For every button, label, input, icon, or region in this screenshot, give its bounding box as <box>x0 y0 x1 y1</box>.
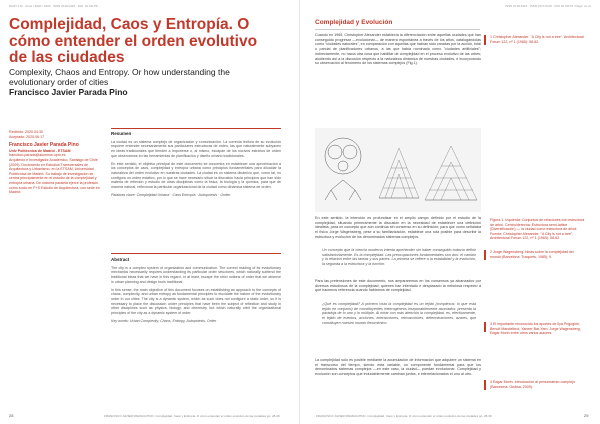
body-paragraph: Para las pretensiones de este documento, nos ampararemos en los consensos ya alcanzados por diversos estudiosos de la complejidad; quienes han intentado e desplazado la nebulosa respecto a qué hacemos referencia cuando hablamos de complejidad. <box>315 279 481 293</box>
body-paragraph: La complejidad sólo es posible mediante la acumulación de información que adquiere un sistema en el transcurso del tiempo, siendo esta variable, un componente fundamental para que los denominados sistemas complejos —en este caso, la ciudad— puedan evolucionar. Complejidad y evolución son conceptos que indudablemente caminan juntos, e interrelacionados el uno al otro. <box>315 358 481 377</box>
page-footer: FRANCISCO JAVIER PARADA PINO. Complejidad, Caos y Entropía. O cómo entender el orden evolutivo de las ciudades pp. 28-39 <box>104 414 280 418</box>
palabras-clave: Palabras clave: Complejidad Urbana · Caos Entropía · Autopoiesis · Orden <box>111 192 231 197</box>
english-subtitle: Complexity, Chaos and Entropy. Or how understanding the evolutionary order of cities <box>9 67 230 87</box>
resumen-paragraph: La ciudad es un sistema complejo de organización y comunicación. La correcta lectura de su evolución requiere entender necesariamente sus particulares estructuras de orden, las que naturalmente subyacen en ideas tradicionales que tienden a imponerse o, al mismo, escapan de los nocivos estrictos de orden que observamos en las herramientas de planificación y diseño urbano tradicionales. <box>111 139 281 158</box>
body-paragraph: Cuando en 1965, Christopher Alexander establecía la diferenciación entre aquellas ciudades que han conseguido progresar —evolucionar— de manera espontánea a través de los años, catalogándolas como "ciudades naturales", en comparación con aquellas que habían sido creadas por la acción, total o parcial de planificadores urbanos, a las que había nominado como "ciudades artificiales"; indirectamente, no hacía otra cosa que habilitar de complejidad en el proceso evolutivo de las urbes; aludiendo así a la discusión respecto a la naturaleza dinámica de nuestras ciudades, e incorporando su observación al fenómeno de los sistemas complejos (Fig.1). <box>315 33 481 66</box>
figure-1-diagram <box>315 128 481 212</box>
footnote: 3 El importante reconocido los aportes de Ilya Prigogine, Benoît Mandelbrot, Yaneer Bar-Yam, Jorge Wagensberg, Edgar Morin entre otros varios autores. <box>490 322 585 336</box>
page-footer: FRANCISCO JAVIER PARADA PINO. Complejidad, Caos y Entropía. O cómo entender el orden evolutivo de las ciudades pp. 28-39 <box>316 414 492 418</box>
page-number: 29 <box>584 413 589 418</box>
footnote-marker <box>484 35 486 45</box>
abstract-paragraph: The city is a complex system of organization and communication. The correct reading of its evolutionary mechanics necessarily requires understanding its particular order structures, which naturally subtend the traditional ideas that we have in this regard, or at least, escape the strict notions of order that we observe in urban planning and design tools traditional. <box>111 265 281 284</box>
dates <box>9 130 103 139</box>
footnote: 2 Jorge Wagensberg. Ideas sobre la complejidad del mundo (Barcelona: Tusquets, 1985), 9. <box>490 250 585 259</box>
received-date: Recibido: 2020.04.30 <box>9 130 43 134</box>
footnote: 4 Edgar Morin. Introducción al pensamiento complejo (Barcelona: Gedisa, 2009). <box>490 380 585 389</box>
abstract-block <box>111 258 281 326</box>
article-title: Complejidad, Caos y Entropía. O cómo entender el orden evolutivo de las ciudades <box>9 16 258 66</box>
block-quote: Un concepto que la ciencia moderna intenta aprehender sin haber conseguido todavía definir satisfactoriamente. Es la complejidad. Las preocupaciones fundamentales son dos: el cambio y la relación entre las tareas y sus partes. La primera se refiere a la estabilidad y la evolución, la segunda a la estructura y la función. <box>322 248 476 267</box>
figure-caption: Figura 1. Izquierda: Conjuntos de relaciones con estructura de árbol. Centro/derecha: Estructura semi-lattice (Diversificación) — la ciudad como estructura de árbol. Fuente: Christopher Alexander. "A City is not a tree". Architectural Forum 122, nº 1 (1965): 58-62. <box>490 218 585 241</box>
section-title: Complejidad y Evolución <box>315 19 393 26</box>
resumen-paragraph: En este sentido, el objetivo principal de este documento se concentra en establecer una aproximación a los conceptos de caos, complejidad y entropía urbana como principios fundamentales para dilucidar la naturaleza del orden evolutivo en nuestras ciudades. La ciudad es un sistema dinámico que, como tal, no configura un orden estático, por lo que se hace necesario situar la discusión hacia principios que han sido materia de reflexión y estudio de otras disciplinas como la física, la biología y la química, para que de manera natural, reflexiona la particular organizacional de la ciudad como dinámica sistema de orden. <box>111 161 281 190</box>
footnote-marker <box>484 322 486 332</box>
footnote: 1 Christopher Alexander. "A City is not a tree". Architectural Forum 122, nº 1 (1965): 58-62. <box>490 35 585 44</box>
abstract-paragraph: In this sense, the main objective of this document focuses on establishing an approach to the concepts of chaos, complexity, and urban entropy as fundamental principles to elucidate the nature of the evolutionary order in our cities. The city is a dynamic system, which as such does not configure a static order, so it is necessary to place the discussion under principles that have been the subject of reflection and study in other disciplines such as physics, biology, and chemistry, but which naturally orbit the organizational principles of the city as a dynamic system of order. <box>111 287 281 316</box>
page-number: 28 <box>9 413 14 418</box>
author-bio: Arquitecto e Investigador Académico, Santiago de Chile (2009). Doctorando en Estudios Transversales de Arquitectura y Urbanismo, en la ETSAM, Universidad Politécnica de Madrid. Su trabajo de investigación se centra principalmente en el estudio de la complejidad y entropía urbana. De manera paralela ejerce la profesión como socio en P+S Estudio de Arquitectura, con sede en Madrid. <box>9 157 100 195</box>
section-rule <box>315 29 480 30</box>
author-sidebar <box>9 130 103 195</box>
resumen-block <box>111 132 281 200</box>
abstract-rule <box>111 253 281 254</box>
abstract-heading: Abstract <box>111 257 130 262</box>
author-email[interactable]: francisco.parada@alumnos.upm.es <box>9 153 66 158</box>
resumen-heading: Resumen <box>111 131 132 136</box>
footnote-marker <box>484 380 486 390</box>
resumen-rule <box>111 128 281 129</box>
author-name: Francisco Javier Parada Pino <box>9 87 128 97</box>
affiliation: Univ Politécnica de Madrid - ETSAM <box>9 148 71 153</box>
running-head: ISSN 0719-0115 · ISSN 0717-0115 · DOI 10.31179 / Pags. xx-xx <box>505 4 591 8</box>
sidebar-author-name: Francisco Javier Parada Pino <box>9 142 79 149</box>
figure-1 <box>315 128 481 212</box>
accepted-date: Aceptado: 2020.06.17 <box>9 134 45 139</box>
key-words: Key words: Urban Complexity, Chaos, Entropy, Autopoiesis, Order <box>111 318 217 323</box>
running-head: DAST 172 · Anos / 2020 / 2020 · ISSN 0719-0115 · DOI: 10.31179/... <box>9 4 101 8</box>
tree-diagram <box>325 138 361 200</box>
body-paragraph: En este sentido, la intención es profundizar en el amplio campo definido por el estudio de la complejidad, situando primeramente la discusión en la necesidad de establecer una definición idealista, para un concepto que aún continúa sin consenso en su definición; para que como señalaba el físico Jorge Wagensberg, pese a su familiarización, establece una ruta posible para describir la estructura y evolución de los denominados sistemas complejos. <box>315 216 481 239</box>
footnote-marker <box>484 250 486 260</box>
semi-lattice-diagram <box>379 146 477 200</box>
block-quote: ¿Qué es complejidad? A primera vista la complejidad es un tejido (complexus: lo que está tejido en conjunto) de constituyentes heterogéneos inseparablemente asociados: presenta la paradoja de lo uno y lo múltiple. Al mirar con más atención la complejidad, es, efectivamente, el tejido de eventos, acciones, interacciones, retroacciones, determinaciones, azares, que constituyen nuestro mundo fenoménico. <box>322 302 476 325</box>
